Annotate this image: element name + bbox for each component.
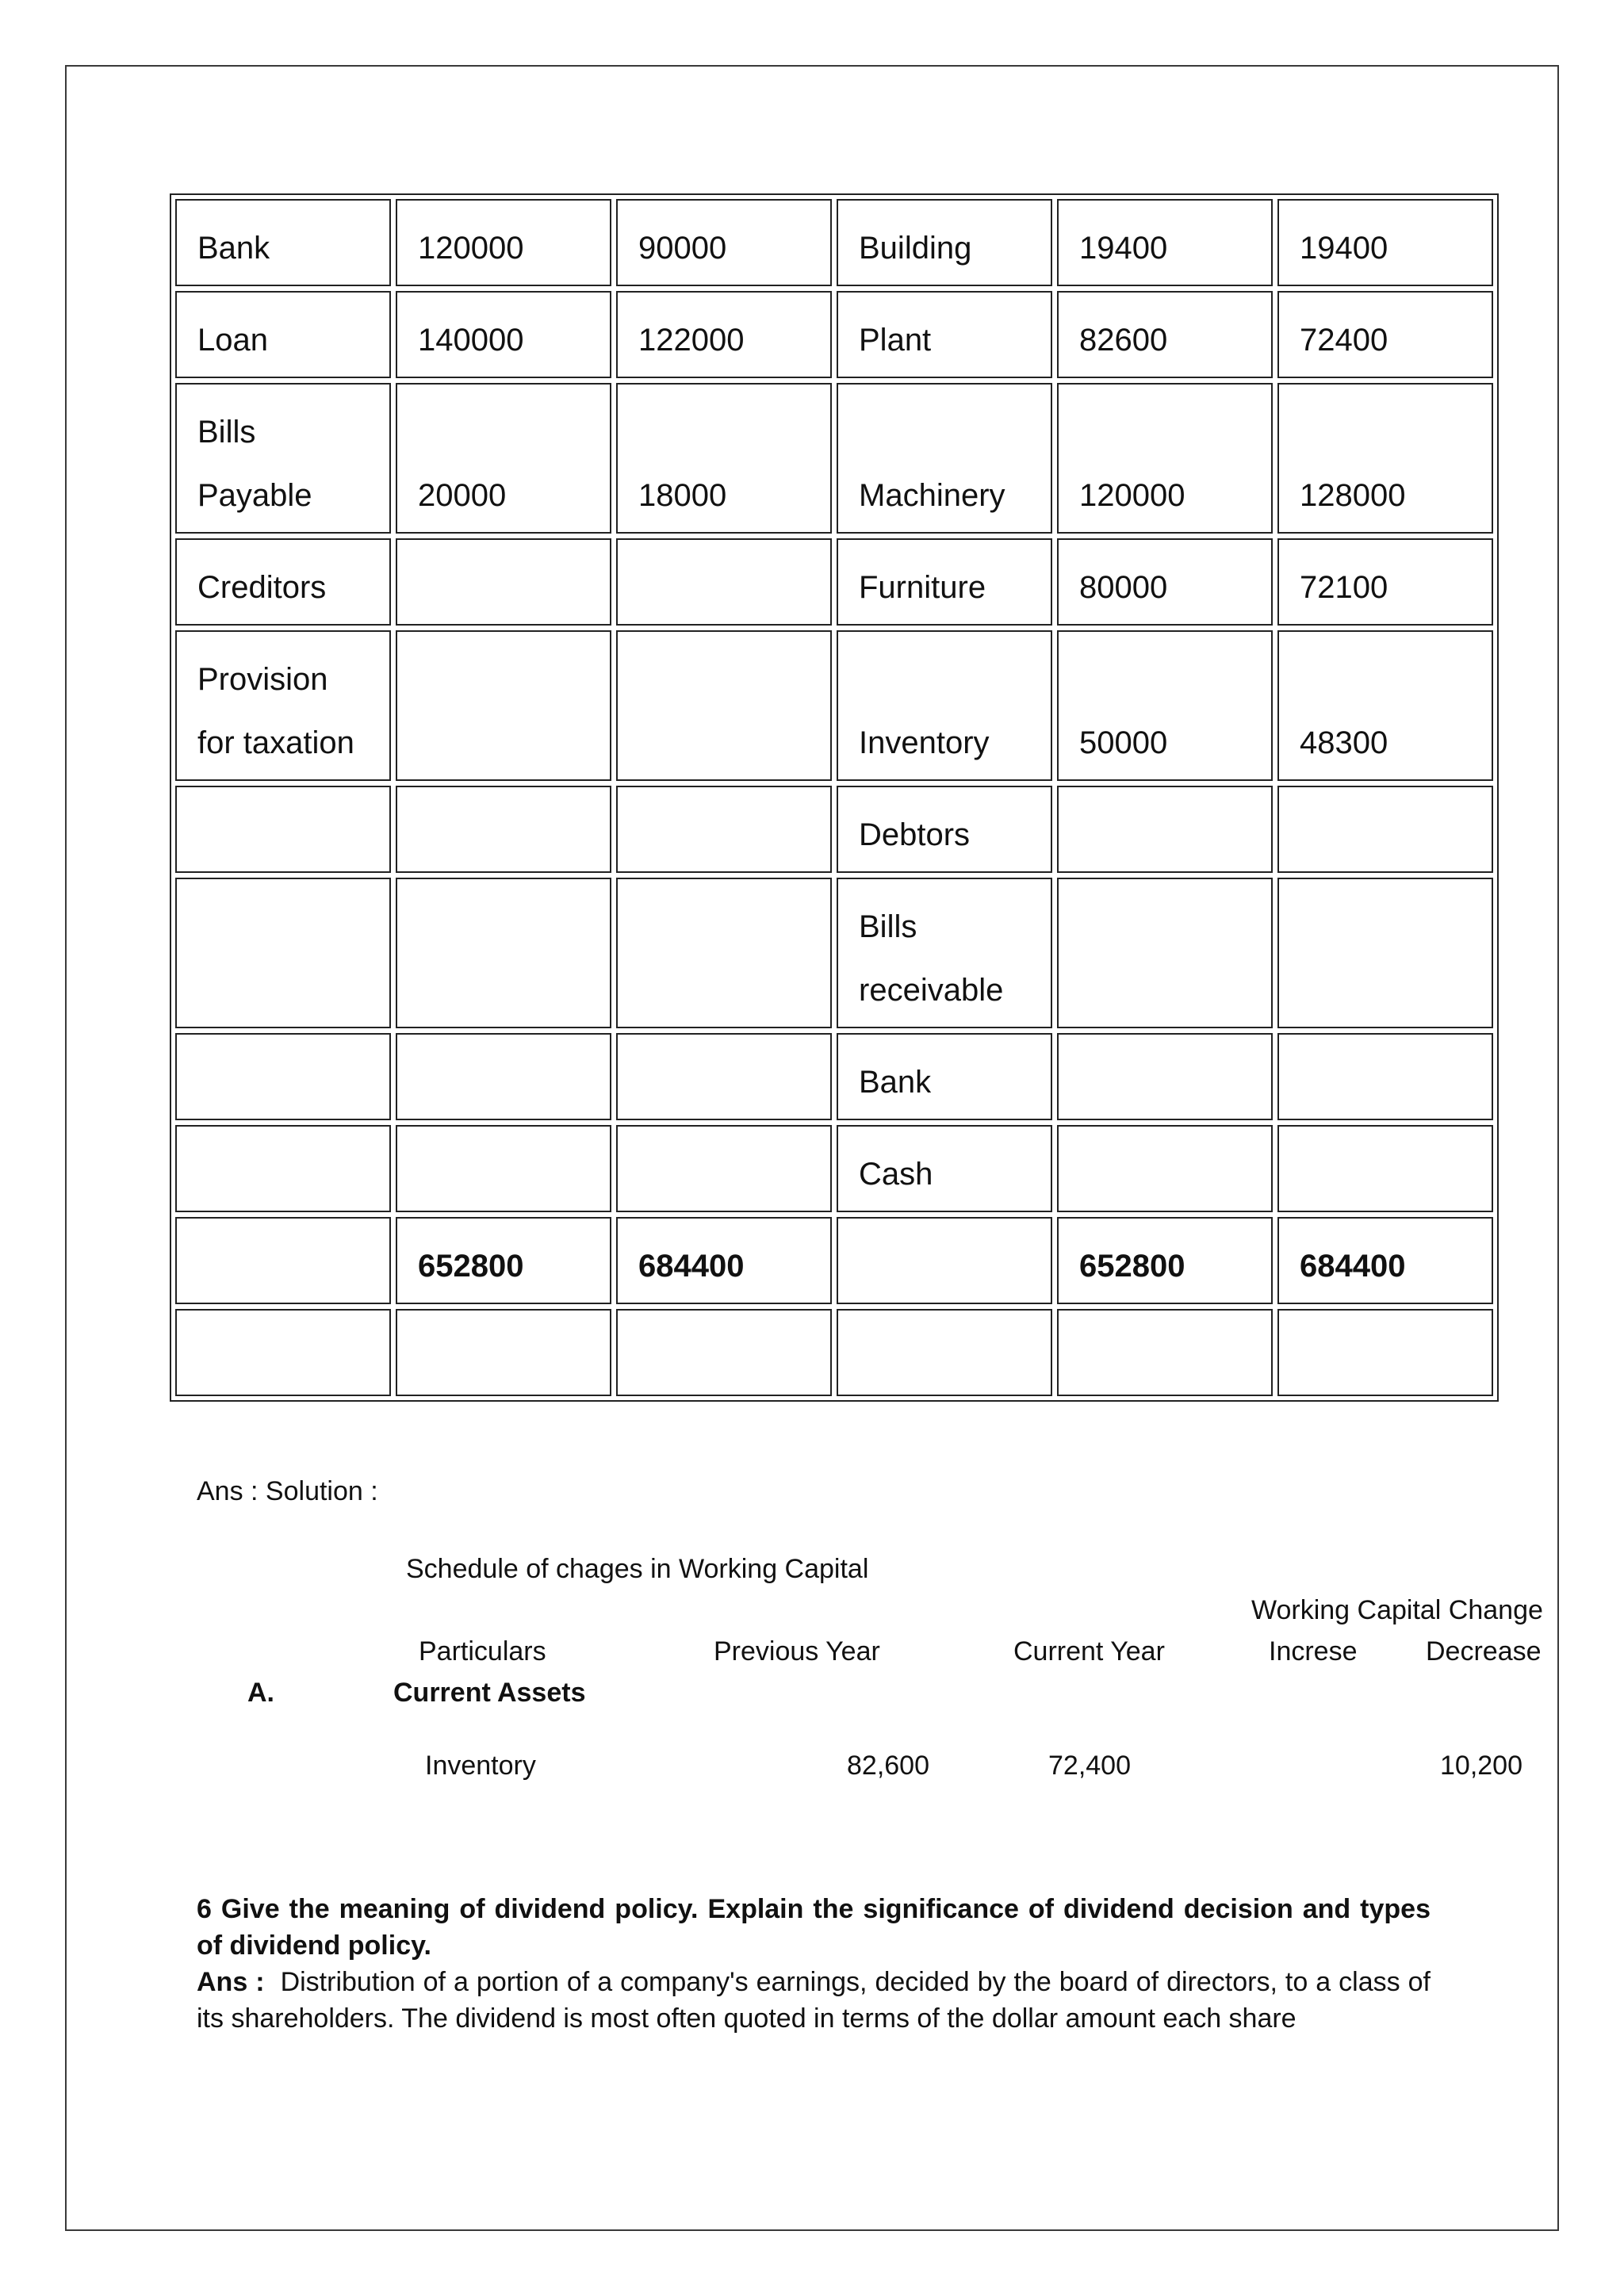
table-cell: 18000 bbox=[616, 383, 832, 534]
table-cell bbox=[396, 538, 611, 626]
table-cell bbox=[396, 1309, 611, 1396]
table-cell: 120000 bbox=[396, 199, 611, 286]
table-cell: Plant bbox=[837, 291, 1052, 378]
table-cell bbox=[616, 538, 832, 626]
table-cell bbox=[1057, 878, 1273, 1028]
section-title: Current Assets bbox=[393, 1678, 586, 1708]
table-cell bbox=[175, 786, 391, 873]
row-decrease-value: 10,200 bbox=[1440, 1751, 1522, 1781]
table-cell: 684400 bbox=[1277, 1217, 1493, 1304]
col-increase: Increse bbox=[1269, 1636, 1358, 1667]
table-cell: 82600 bbox=[1057, 291, 1273, 378]
table-cell: 72400 bbox=[1277, 291, 1493, 378]
table-cell bbox=[396, 1033, 611, 1120]
table-cell: Bills receivable bbox=[837, 878, 1052, 1028]
question-text: 6 Give the meaning of dividend policy. Explain the significance of dividend decision and types of dividend policy. bbox=[197, 1894, 1431, 1961]
table-cell: Bills Payable bbox=[175, 383, 391, 534]
table-cell bbox=[616, 1309, 832, 1396]
table-cell bbox=[616, 1033, 832, 1120]
solution-label: Ans : Solution : bbox=[197, 1476, 378, 1506]
section-letter: A. bbox=[247, 1678, 274, 1708]
table-cell bbox=[1057, 1309, 1273, 1396]
table-cell: 122000 bbox=[616, 291, 832, 378]
table-cell bbox=[1277, 1125, 1493, 1212]
table-cell: Inventory bbox=[837, 630, 1052, 781]
answer-label: Ans : bbox=[197, 1967, 265, 1997]
table-cell: 90000 bbox=[616, 199, 832, 286]
balance-sheet-grid bbox=[175, 199, 1493, 1396]
row-item-label: Inventory bbox=[425, 1751, 536, 1781]
col-decrease: Decrease bbox=[1426, 1636, 1542, 1667]
table-cell bbox=[175, 1309, 391, 1396]
table-cell: 48300 bbox=[1277, 630, 1493, 781]
table-cell: Loan bbox=[175, 291, 391, 378]
table-cell: Machinery bbox=[837, 383, 1052, 534]
table-cell: 684400 bbox=[616, 1217, 832, 1304]
table-cell: Debtors bbox=[837, 786, 1052, 873]
table-cell bbox=[175, 1125, 391, 1212]
table-cell bbox=[175, 1217, 391, 1304]
table-cell: 19400 bbox=[1057, 199, 1273, 286]
row-previous-value: 82,600 bbox=[847, 1751, 929, 1781]
table-cell: 120000 bbox=[1057, 383, 1273, 534]
table-cell: Provision for taxation bbox=[175, 630, 391, 781]
wc-change-header: Working Capital Change bbox=[1251, 1595, 1543, 1625]
table-cell: Furniture bbox=[837, 538, 1052, 626]
table-cell bbox=[837, 1309, 1052, 1396]
table-cell bbox=[616, 630, 832, 781]
table-cell bbox=[616, 1125, 832, 1212]
table-cell bbox=[175, 878, 391, 1028]
table-cell: 20000 bbox=[396, 383, 611, 534]
table-cell: 652800 bbox=[396, 1217, 611, 1304]
table-cell: Cash bbox=[837, 1125, 1052, 1212]
table-cell bbox=[1277, 1033, 1493, 1120]
table-cell: 50000 bbox=[1057, 630, 1273, 781]
table-cell: Building bbox=[837, 199, 1052, 286]
table-cell bbox=[1277, 1309, 1493, 1396]
table-cell: 80000 bbox=[1057, 538, 1273, 626]
table-cell bbox=[175, 1033, 391, 1120]
table-cell: Bank bbox=[837, 1033, 1052, 1120]
col-previous-year: Previous Year bbox=[714, 1636, 880, 1667]
table-cell bbox=[396, 630, 611, 781]
table-cell: Bank bbox=[175, 199, 391, 286]
row-current-value: 72,400 bbox=[1048, 1751, 1131, 1781]
balance-sheet-table bbox=[170, 193, 1499, 1402]
table-cell bbox=[616, 786, 832, 873]
table-cell bbox=[396, 1125, 611, 1212]
table-cell: 19400 bbox=[1277, 199, 1493, 286]
table-cell bbox=[396, 878, 611, 1028]
table-cell bbox=[837, 1217, 1052, 1304]
table-cell: 652800 bbox=[1057, 1217, 1273, 1304]
col-current-year: Current Year bbox=[1013, 1636, 1165, 1667]
question-block bbox=[197, 1891, 1431, 2037]
table-cell bbox=[616, 878, 832, 1028]
answer-paragraph bbox=[197, 1964, 1431, 2037]
table-cell bbox=[1277, 878, 1493, 1028]
col-particulars: Particulars bbox=[419, 1636, 546, 1667]
table-cell bbox=[1277, 786, 1493, 873]
table-cell bbox=[1057, 786, 1273, 873]
table-cell bbox=[1057, 1125, 1273, 1212]
table-cell bbox=[396, 786, 611, 873]
table-cell: 140000 bbox=[396, 291, 611, 378]
table-cell: 128000 bbox=[1277, 383, 1493, 534]
schedule-title: Schedule of chages in Working Capital bbox=[406, 1554, 869, 1584]
table-cell: Creditors bbox=[175, 538, 391, 626]
table-cell bbox=[1057, 1033, 1273, 1120]
answer-text: Distribution of a portion of a company's earnings, decided by the board of directors, to a class of its shareholders. The dividend is most often quoted in terms of the dollar amount each share bbox=[197, 1967, 1431, 2034]
table-cell: 72100 bbox=[1277, 538, 1493, 626]
